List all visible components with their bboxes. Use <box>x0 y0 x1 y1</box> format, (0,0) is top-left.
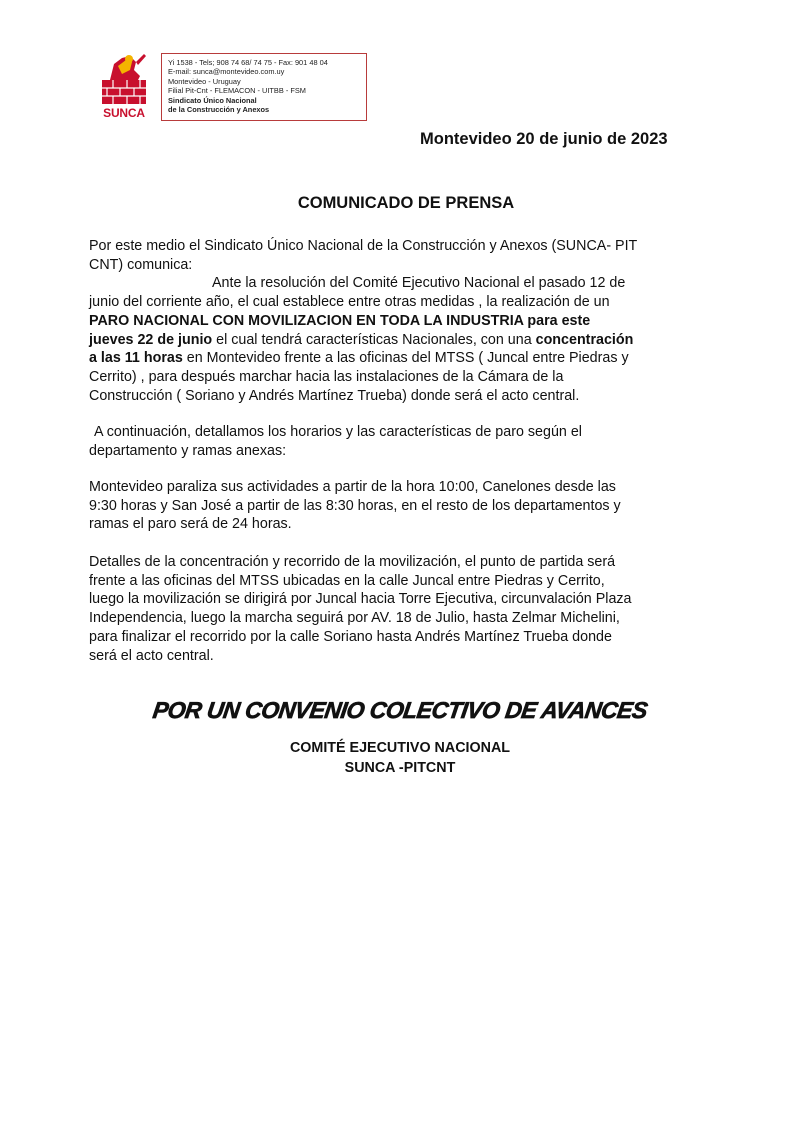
union-name-line1: Sindicato Único Nacional <box>168 95 257 105</box>
logo-label: SUNCA <box>103 106 145 120</box>
text-line: luego la movilización se dirigirá por Juncal hacia Torre Ejecutiva, circunvalación Plaza <box>89 591 632 608</box>
address-line: Yi 1538 - Tels; 908 74 68/ 74 75 - Fax: 901 48 04 <box>168 58 328 67</box>
text-line: frente a las oficinas del MTSS ubicadas en la calle Juncal entre Piedras y Cerrito, <box>89 572 605 589</box>
text-line <box>89 312 714 331</box>
affiliation-line: Filial Pit-Cnt - FLEMACON - UITBB - FSM <box>168 86 306 96</box>
document-heading: COMUNICADO DE PRENSA <box>297 194 515 212</box>
text-line: Ante la resolución del Comité Ejecutivo Nacional el pasado 12 de <box>212 275 626 292</box>
email-line: E-mail: sunca@montevideo.com.uy <box>168 67 285 77</box>
text-line: junio del corriente año, el cual establece entre otras medidas , la realización de un <box>89 294 610 311</box>
signature-line2: SUNCA -PITCNT <box>344 760 456 776</box>
text-line: departamento y ramas anexas: <box>89 442 287 459</box>
signature-line1: COMITÉ EJECUTIVO NACIONAL <box>289 740 511 756</box>
route-paragraph <box>89 553 714 665</box>
city-line: Montevideo - Uruguay <box>168 76 241 86</box>
union-name-line2: de la Construcción y Anexos <box>168 105 270 115</box>
worker-wall-icon <box>96 50 152 106</box>
text-line: para finalizar el recorrido por la calle Soriano hasta Andrés Martínez Trueba donde <box>89 628 612 645</box>
text-line: Detalles de la concentración y recorrido de la movilización, el punto de partida será <box>89 554 616 570</box>
sunca-logo <box>96 50 152 122</box>
text-line: Montevideo paraliza sus actividades a partir de la hora 10:00, Canelones desde las <box>89 479 616 495</box>
text-line <box>89 349 714 368</box>
text-line: ramas el paro será de 24 horas. <box>89 516 292 533</box>
bold-text: a las 11 horas <box>89 350 183 367</box>
bold-text: jueves 22 de junio <box>89 331 213 348</box>
intro-paragraph <box>89 237 714 405</box>
text-line: será el acto central. <box>89 647 214 664</box>
slogan <box>0 697 800 724</box>
text-line: Construcción ( Soriano y Andrés Martínez Trueba) donde será el acto central. <box>89 387 580 404</box>
text-line: Cerrito) , para después marchar hacia las instalaciones de la Cámara de la <box>89 368 564 385</box>
text-line: A continuación, detallamos los horarios y las características de paro según el <box>94 424 582 440</box>
contact-info-box <box>161 53 367 121</box>
text-line: 9:30 horas y San José a partir de las 8:30 horas, en el resto de los departamentos y <box>89 497 621 514</box>
document-date: Montevideo 20 de junio de 2023 <box>420 130 668 148</box>
schedule-intro-paragraph <box>89 423 714 460</box>
text-span: el cual tendrá características Nacionales, con una <box>212 331 536 348</box>
schedule-paragraph <box>89 478 714 534</box>
slogan-text: POR UN CONVENIO COLECTIVO DE AVANCES <box>151 697 649 723</box>
bold-text: concentración <box>535 331 634 348</box>
text-line <box>89 331 714 350</box>
text-span: en Montevideo frente a las oficinas del MTSS ( Juncal entre Piedras y <box>182 350 629 367</box>
bold-text: PARO NACIONAL CON MOVILIZACION EN TODA LA INDUSTRIA para este <box>89 312 591 329</box>
text-line: CNT) comunica: <box>89 256 193 273</box>
text-line: Por este medio el Sindicato Único Nacional de la Construcción y Anexos (SUNCA- PIT <box>89 238 638 254</box>
text-line: Independencia, luego la marcha seguirá por AV. 18 de Julio, hasta Zelmar Michelini, <box>89 610 620 627</box>
